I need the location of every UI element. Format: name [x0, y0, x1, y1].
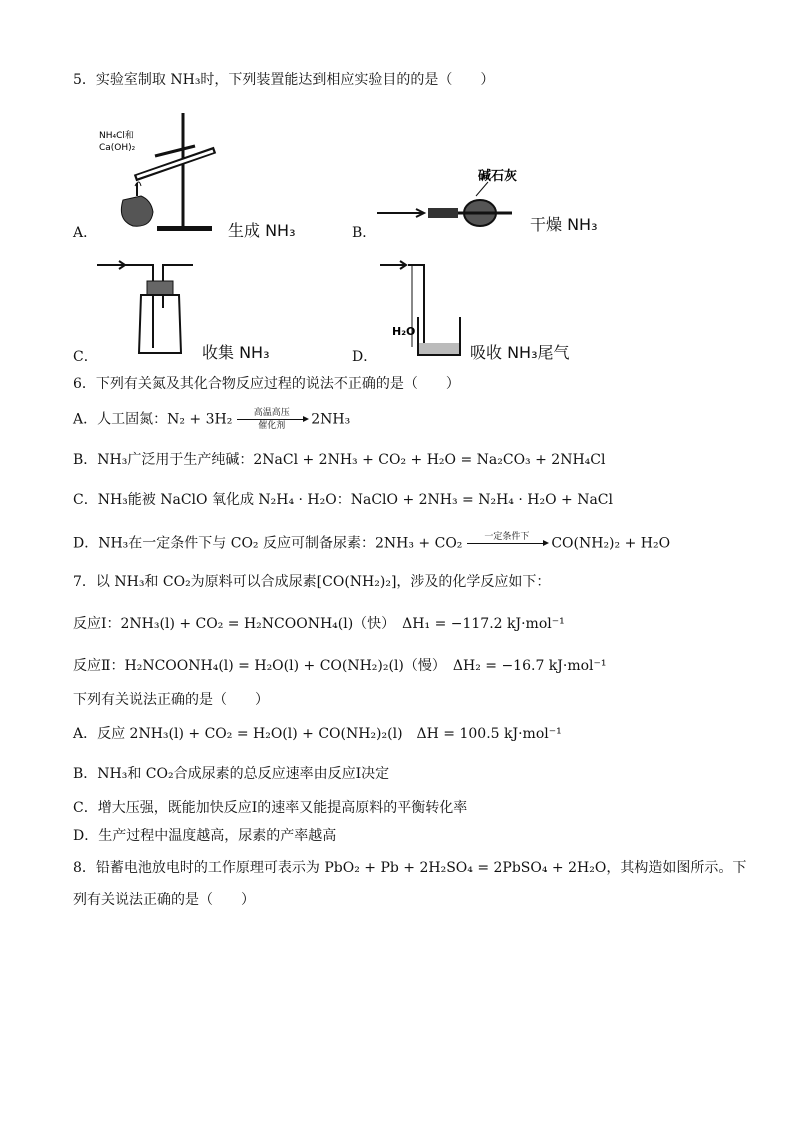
- q6-d-cond: 一定条件下: [484, 532, 530, 542]
- q6-option-d: [73, 532, 670, 555]
- q5-stem: 5．实验室制取 NH₃时，下列装置能达到相应实验目的的是（ ）: [73, 72, 495, 88]
- q6-option-c: C．NH₃能被 NaClO 氧化成 N₂H₄ · H₂O：NaClO + 2NH₃ = N₂H₄ · H₂O + NaCl: [73, 492, 613, 508]
- q6-a-post: 2NH₃: [311, 411, 351, 428]
- q7-option-c: C．增大压强，既能加快反应Ⅰ的速率又能提高原料的平衡转化率: [73, 800, 468, 816]
- q6-a-cond-bot: 催化剂: [258, 421, 286, 431]
- q7-option-b: B．NH₃和 CO₂合成尿素的总反应速率由反应Ⅰ决定: [73, 766, 390, 782]
- q5-option-a-letter: A．: [73, 225, 98, 241]
- q8-stem-line-1: 8．铅蓄电池放电时的工作原理可表示为 PbO₂ + Pb + 2H₂SO₄ = 2PbSO₄ + 2H₂O，其构造如图所示。下: [73, 860, 747, 876]
- q5-d-label: H₂O: [392, 325, 416, 338]
- q5-figure-a: [95, 108, 235, 238]
- q6-a-cond-top: 高温高压: [253, 408, 290, 418]
- q5-option-b-caption: 干燥 NH₃: [530, 215, 598, 234]
- q7-option-d: D．生产过程中温度越高，尿素的产率越高: [73, 828, 337, 844]
- q7-stem: 7．以 NH₃和 CO₂为原料可以合成尿素[CO(NH₂)₂]，涉及的化学反应如下：: [73, 574, 551, 590]
- q5-a-reagent-2: Ca(OH)₂: [99, 143, 136, 153]
- q5-option-d-caption: 吸收 NH₃尾气: [470, 343, 570, 362]
- q7-reaction-2: 反应Ⅱ：H₂NCOONH₄(l) = H₂O(l) + CO(NH₂)₂(l)（慢） ΔH₂ = −16.7 kJ·mol⁻¹: [73, 658, 607, 674]
- q5-option-a-caption: 生成 NH₃: [228, 221, 296, 240]
- q7-ask: 下列有关说法正确的是（ ）: [73, 692, 269, 708]
- q6-a-pre: A．人工固氮：N₂ + 3H₂: [73, 411, 233, 428]
- q6-option-b: B．NH₃广泛用于生产纯碱：2NaCl + 2NH₃ + CO₂ + H₂O = Na₂CO₃ + 2NH₄Cl: [73, 452, 606, 468]
- q5-figure-b: [372, 168, 522, 228]
- q5-a-reagent-1: NH₄Cl和: [99, 131, 134, 141]
- q7-option-a: A．反应 2NH₃(l) + CO₂ = H₂O(l) + CO(NH₂)₂(l) ΔH = 100.5 kJ·mol⁻¹: [73, 726, 562, 742]
- q5-b-reagent: 碱石灰: [478, 169, 518, 184]
- q6-option-a: [73, 408, 350, 431]
- q5-option-c-caption: 收集 NH₃: [202, 343, 270, 362]
- q5-option-d-letter: D．: [352, 349, 378, 365]
- q5-option-c-letter: C．: [73, 349, 98, 365]
- q5-figure-d: [378, 255, 478, 360]
- q5-figure-c: [95, 253, 205, 358]
- q8-stem-line-2: 列有关说法正确的是（ ）: [73, 892, 255, 908]
- q6-d-post: CO(NH₂)₂ + H₂O: [551, 535, 671, 552]
- q6-d-pre: D．NH₃在一定条件下与 CO₂ 反应可制备尿素：2NH₃ + CO₂: [73, 535, 463, 552]
- q6-stem: 6．下列有关氮及其化合物反应过程的说法不正确的是（ ）: [73, 376, 460, 392]
- q7-reaction-1: 反应Ⅰ：2NH₃(l) + CO₂ = H₂NCOONH₄(l)（快） ΔH₁ = −117.2 kJ·mol⁻¹: [73, 616, 565, 632]
- q5-option-b-letter: B．: [352, 225, 377, 241]
